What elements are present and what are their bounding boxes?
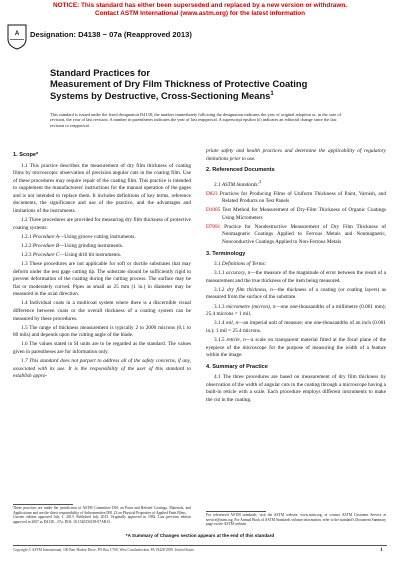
para-1-7: 1.7 This standard does not purport to address all of the safety concerns, if any, associated with its use. It is the responsibility of the user of this standard to establish appro-	[13, 358, 191, 380]
issuance-note: This standard is issued under the fixed designation D4138; the number immediately following the designation indicates the year of original adoption or, in the case of revision, the year of last revision. A number in parentheses indicates the year of last reapproval. A superscript epsilon (ε) indicates an editorial change since the last revision or reapproval.	[50, 112, 341, 128]
astm-logo-icon	[6, 23, 28, 50]
footnote-2: For referenced ASTM standards, visit the ASTM website, www.astm.org, or contact ASTM Customer Service at service@astm.org. For Annual Book of ASTM Standards volume information, refer to the standard's Document Summary page on the ASTM website.	[206, 513, 386, 527]
para-3-1-1: 3.1.1 accuracy, n—the measure of the magnitude of error between the result of a measurement and the true thickness of the item being measured.	[206, 270, 387, 284]
title-line-3: Systems by Destructive, Cross-Sectioning Means$^1$	[50, 90, 274, 102]
para-1-2-1: 1.2.1 Procedure A—Using groove cutting instruments.	[21, 233, 136, 240]
left-column	[13, 148, 191, 382]
title-line-2: Measurement of Dry Film Thickness of Protective Coating	[50, 78, 308, 90]
svg-text:A: A	[14, 31, 20, 37]
copyright-line: Copyright © ASTM International, 100 Barr Harbor Drive, PO Box C700, West Conshohocken, PA 19428-2959. United States	[13, 548, 195, 552]
para-1-7-continued: priate safety and health practices and determine the applicability of regulatory limitations prior to use.	[206, 148, 386, 162]
designation: Designation: D4138 − 07a (Reapproved 2013)	[30, 30, 192, 39]
supersede-notice	[0, 2, 400, 17]
notice-line-1: NOTICE: This standard has either been superseded and replaced by a new version or withdrawn.	[52, 2, 348, 9]
para-1-2-2: 1.2.2 Procedure B—Using grinding instruments.	[21, 242, 124, 249]
section-heading-summary: 4. Summary of Practice	[206, 363, 268, 370]
para-3-1-2: 3.1.2 dry film thickness, n—the thickness of a coating (or coating layers) as measured from the surface of the substrate.	[206, 286, 386, 301]
page-title	[50, 67, 350, 102]
reference-link-d823[interactable]: D823	[206, 190, 218, 197]
para-3-1-3: 3.1.3 micrometre (micron), n—one one-thousandths of a millimetre (0.001 mm); 25.4 microns = 1 mil.	[206, 303, 386, 318]
para-3-1-4: 3.1.4 mil, n—an imperial unit of measure; one one-thousandths of an inch (0.001 in.); 1 mil = 25.4 microns.	[206, 320, 386, 334]
footnote-divider-left	[13, 504, 73, 505]
para-2-1: 2.1 ASTM Standards:$^2$	[214, 178, 262, 188]
footnotes-left	[13, 506, 191, 525]
para-1-2-3: 1.2.3 Procedure C—Using drill bit instruments.	[21, 251, 122, 258]
para-1-6: 1.6 The values stated in SI units are to be regarded as the standard. The values given in parentheses are for information only.	[13, 341, 191, 355]
reference-d7091: D7091 Practice for Nondestructive Measurement of Dry Film Thickness of Nonmagnetic Coatings Applied to Ferrous Metals and Nonmagnetic, Nonconductive Coatings Applied to Non-Ferrous Metals	[206, 223, 386, 245]
para-1-1: 1.1 This practice describes the measurement of dry film thickness of coating films by microscopic observation of precision angular cuts in the coating film. Use of these procedures may require repair of the coating film. This practice is intended to supplement the manufacturers' instructions for the manual operation of the gages and is not intended to replace them. It includes definitions of key terms, reference documents, the significance and use of the practice, and the advantages and limitations of the instruments.	[13, 162, 191, 214]
section-heading-references: 2. Referenced Documents	[206, 167, 275, 174]
para-3-1: 3.1 Definitions of Terms:	[214, 261, 267, 268]
para-4-1: 4.1 The three procedures are based on measurement of dry film thickness by observation of the width of angular cuts in the coating through a microscope having a built-in reticle with a scale. Each procedure employs different instruments to make the cut in the coating.	[206, 374, 386, 403]
footnote-divider-right	[206, 511, 266, 512]
summary-of-changes-note: *A Summary of Changes section appears at the end of this standard	[125, 533, 275, 538]
section-heading-scope: 1. Scope*	[13, 152, 39, 158]
reference-d823: D823 Practices for Producing Films of Uniform Thickness of Paint, Varnish, and Related Products on Test Panels	[206, 190, 386, 205]
right-column	[206, 148, 386, 406]
para-1-2: 1.2 Three procedures are provided for measuring dry film thickness of protective coating systems:	[13, 216, 191, 231]
para-3-1-5: 3.1.5 reticle, n—a scale on transparent material fitted at the focal plane of the eyepiece of the microscope for the purpose of measuring the width of a feature within the image.	[206, 336, 386, 359]
notice-line-2: Contact ASTM International (www.astm.org) for the latest information	[94, 9, 306, 17]
section-heading-terminology: 3. Terminology	[206, 250, 246, 257]
bottom-divider	[13, 545, 387, 546]
footnote-1b: Current edition approved July 1, 2013. Published July 2013. Originally approved in 1982. Last previous edition approved in 2007 as D4138 – 07a. DOI: 10.1520/D4138-07AR13.	[13, 515, 191, 525]
reference-link-d1005[interactable]: D1005	[206, 207, 221, 214]
footnote-1: These practices are under the jurisdiction of ASTM Committee D01 on Paint and Related Coatings, Materials, and Applications and are the direct responsibility of Subcommittee D01.23 on Physical Properties of Applied Paint Films.	[13, 506, 191, 515]
para-1-5: 1.5 The range of thickness measurement is typically 2 to 2000 microns (0.1 to 80 mils) and depends upon the cutting angle of the blade.	[13, 324, 191, 339]
para-1-3: 1.3 These procedures are not applicable for soft or ductile substrates that may deform under the test gage cutting tip. The substrate should be sufficiently rigid to prevent deformation of the coating during the cutting process. The surface may be flat or moderately curved. Pipes as small as 25 mm (1 in.) in diameter may be measured in the axial direction.	[13, 261, 191, 298]
title-line-1: Standard Practices for	[50, 67, 151, 78]
reference-link-d7091[interactable]: D7091	[206, 223, 221, 230]
reference-d1005: D1005 Test Method for Measurement of Dry-Film Thickness of Organic Coatings Using Micrometers	[206, 207, 386, 221]
page-number: 1	[380, 548, 383, 553]
para-1-4: 1.4 Individual coats in a multicoat system where there is a discernible visual difference between coats or the overall thickness of a coating system can be measured by these procedures.	[13, 300, 191, 322]
